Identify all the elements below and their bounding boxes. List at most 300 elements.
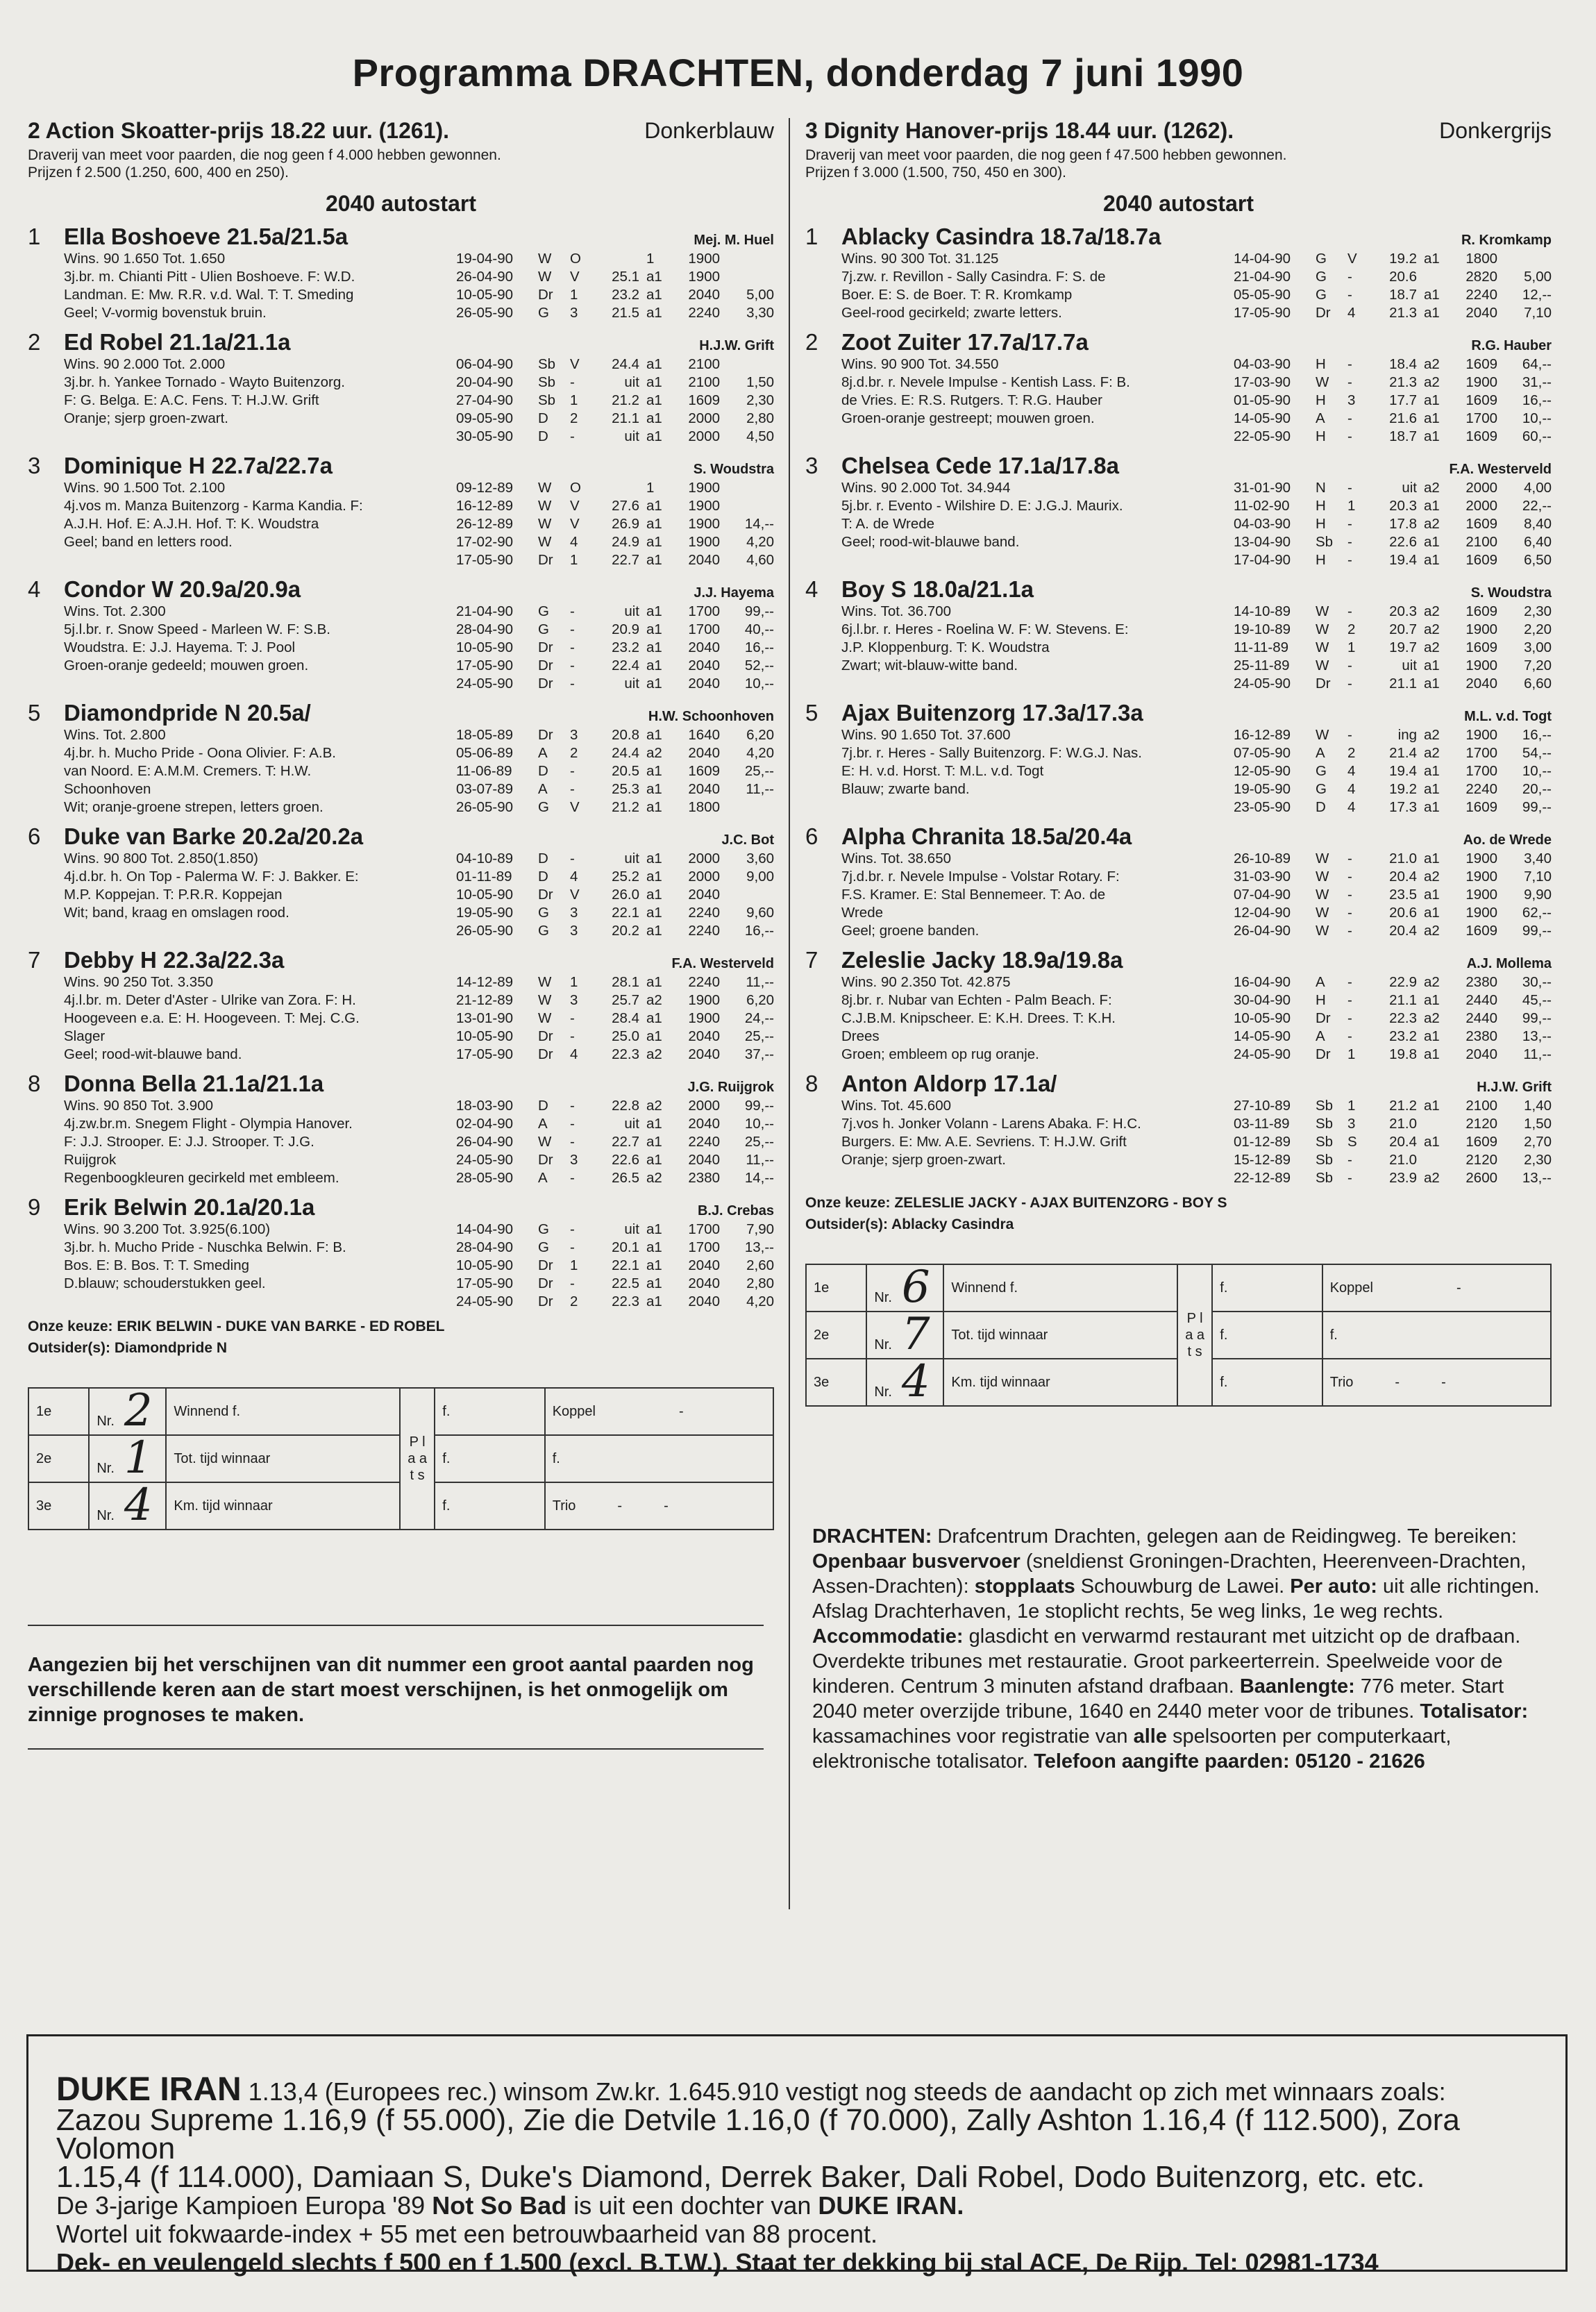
start-cell: 21.1 <box>1389 992 1417 1008</box>
horse-info-line: A.J.H. Hof. E: A.J.H. Hof. T: K. Woudstra <box>64 516 319 532</box>
start-cell: uit <box>624 428 639 444</box>
start-cell: 16-12-89 <box>1234 727 1291 743</box>
start-cell: - <box>1347 676 1352 692</box>
start-cell: 1900 <box>688 516 720 532</box>
start-cell: 1900 <box>1465 621 1497 637</box>
start-cell: 99,-- <box>1522 1010 1552 1026</box>
start-cell: - <box>1347 923 1352 939</box>
info-text: Schouwburg de Lawei. <box>1075 1575 1291 1598</box>
start-row <box>456 1010 774 1028</box>
start-cell: - <box>570 1134 575 1150</box>
start-cell: 26-04-90 <box>456 1134 514 1150</box>
start-cell: Dr <box>538 727 553 743</box>
start-row <box>456 268 774 286</box>
start-cell: 28-04-90 <box>456 1239 514 1255</box>
handwritten-number: 4 <box>124 1480 153 1531</box>
start-cell: 10-05-90 <box>1234 1010 1291 1026</box>
horse-info <box>805 479 1234 569</box>
advertisement-box <box>26 2034 1568 2277</box>
start-cell: 1 <box>1347 1098 1356 1114</box>
horse-details <box>805 726 1552 816</box>
start-cell: 4 <box>570 534 578 550</box>
start-row <box>1234 1133 1552 1151</box>
start-cell: 26-05-90 <box>456 305 514 321</box>
start-row <box>1234 1028 1552 1046</box>
horse-name: Ablacky Casindra 18.7a/18.7a <box>841 224 1161 249</box>
start-cell: uit <box>624 676 639 692</box>
start-cell: 22.4 <box>612 657 639 673</box>
horse-info <box>28 973 456 1064</box>
start-row <box>456 392 774 410</box>
start-row <box>1234 1046 1552 1064</box>
start-row <box>1234 657 1552 675</box>
start-type: 2040 autostart <box>326 191 476 216</box>
start-cell: V <box>570 799 580 815</box>
horse-info-line: Wins. Tot. 36.700 <box>841 603 952 619</box>
start-cell: 07-05-90 <box>1234 745 1291 761</box>
start-cell: a2 <box>1424 727 1440 743</box>
start-cell: 19.8 <box>1389 1046 1417 1062</box>
driver-name: A.J. Mollema <box>1466 956 1552 971</box>
horse-name: Diamondpride N 20.5a/ <box>64 700 311 726</box>
dash: - <box>1441 1374 1446 1390</box>
start-cell: 10,-- <box>744 1116 774 1132</box>
horse-info <box>28 603 456 693</box>
start-cell: a2 <box>1424 603 1440 619</box>
start-cell: 1900 <box>1465 887 1497 903</box>
start-cell: 9,60 <box>746 905 774 921</box>
race-title: 3 Dignity Hanover-prijs 18.44 uur. (1262). <box>805 118 1234 143</box>
horse-info-line: 8j.d.br. r. Nevele Impulse - Kentish Lass. F: B. <box>841 374 1130 390</box>
start-cell: 2440 <box>1465 992 1497 1008</box>
start-cell: W <box>1316 923 1329 939</box>
start-cell: 2000 <box>688 410 720 426</box>
start-cell: a1 <box>1424 392 1440 408</box>
start-cell: 20-04-90 <box>456 374 514 390</box>
start-cell: 2000 <box>688 869 720 885</box>
start-cell: 2040 <box>688 1028 720 1044</box>
info-text: glasdicht en verwarmd restaurant met uitzicht op de drafbaan. Overdekte tribunes met restauratie. Groot parkeerterrein. Speelweide voor de kinderen. Centrum 3 minuten afstand drafbaan. <box>812 1625 1521 1698</box>
start-cell: 10-05-90 <box>456 639 514 655</box>
horse-details <box>805 479 1552 569</box>
start-row <box>1234 250 1552 268</box>
start-row <box>456 497 774 515</box>
start-cell: 1 <box>646 251 655 267</box>
start-cell: a2 <box>646 992 662 1008</box>
start-cell: 26-10-89 <box>1234 851 1291 866</box>
horse-info-line: Drees <box>841 1028 880 1044</box>
start-cell: 16,-- <box>1522 727 1552 743</box>
start-row <box>456 991 774 1010</box>
start-cell: 2240 <box>688 305 720 321</box>
start-cell: 10-05-90 <box>456 1257 514 1273</box>
start-cell <box>720 479 774 497</box>
driver-name: F.A. Westerveld <box>1449 462 1552 477</box>
horse-details <box>805 973 1552 1064</box>
start-cell: - <box>1347 869 1352 885</box>
start-cell: 24.4 <box>612 745 639 761</box>
horse-info-line: D.blauw; schouderstukken geel. <box>64 1275 266 1291</box>
start-cell: a1 <box>646 905 662 921</box>
recent-starts <box>456 1097 774 1187</box>
start-cell: a2 <box>1424 974 1440 990</box>
start-cell: 99,-- <box>1522 799 1552 815</box>
start-cell: D <box>538 763 548 779</box>
horse-name: Erik Belwin 20.1a/20.1a <box>64 1194 315 1220</box>
start-cell: 1900 <box>688 534 720 550</box>
start-cell: 30-05-90 <box>456 428 514 444</box>
start-cell: 4 <box>1347 305 1356 321</box>
start-cell: 7,20 <box>1524 657 1552 673</box>
start-cell: a1 <box>1424 410 1440 426</box>
start-cell: 22.6 <box>1389 534 1417 550</box>
start-cell: 07-04-90 <box>1234 887 1291 903</box>
start-cell: Dr <box>538 657 553 673</box>
horse-header <box>28 576 774 603</box>
horse-header <box>805 224 1552 250</box>
start-cell: 18.7 <box>1389 428 1417 444</box>
nr-cell <box>89 1482 166 1530</box>
horse-info-line: 5j.br. r. Evento - Wilshire D. E: J.G.J. Maurix. <box>841 498 1123 514</box>
start-cell: - <box>570 1028 575 1044</box>
start-cell: 17-05-90 <box>456 1046 514 1062</box>
start-row <box>1234 533 1552 551</box>
start-cell: a1 <box>646 657 662 673</box>
start-cell: 24-05-90 <box>1234 1046 1291 1062</box>
start-cell: 2,30 <box>746 392 774 408</box>
start-cell: 1609 <box>1465 516 1497 532</box>
start-cell: a2 <box>1424 745 1440 761</box>
start-cell: 16-04-90 <box>1234 974 1291 990</box>
nr-label: Nr. <box>96 1414 115 1429</box>
horse-info-line: Zwart; wit-blauw-witte band. <box>841 657 1018 673</box>
start-cell: 28.4 <box>612 1010 639 1026</box>
nr-label: Nr. <box>874 1290 892 1305</box>
recent-starts <box>1234 355 1552 446</box>
start-cell: 2 <box>1347 745 1356 761</box>
horse-info <box>805 973 1234 1064</box>
start-row <box>1234 1151 1552 1169</box>
start-cell: 19-05-90 <box>1234 781 1291 797</box>
start-row <box>456 479 774 497</box>
start-cell: 21.3 <box>1389 305 1417 321</box>
start-cell: G <box>538 1221 549 1237</box>
start-cell: 20.3 <box>1389 603 1417 619</box>
race-title: 2 Action Skoatter-prijs 18.22 uur. (1261). <box>28 118 450 143</box>
start-cell: 03-11-89 <box>1234 1116 1290 1132</box>
start-cell: 14-05-90 <box>1234 410 1291 426</box>
start-cell: 14-04-90 <box>1234 251 1291 267</box>
start-cell: 22.8 <box>612 1098 639 1114</box>
start-cell: 1,40 <box>1524 1098 1552 1114</box>
start-cell: 1700 <box>1465 410 1497 426</box>
horse-info <box>805 1097 1234 1187</box>
plaats-label: P l a a t s <box>1177 1264 1212 1406</box>
start-cell <box>591 250 646 268</box>
driver-name: H.J.W. Grift <box>699 338 774 353</box>
start-row <box>1234 1010 1552 1028</box>
start-cell: 14,-- <box>744 516 774 532</box>
start-row <box>456 286 774 304</box>
horse-info-line: 7j.br. r. Heres - Sally Buitenzorg. F: W.G.J. Nas. <box>841 745 1142 761</box>
start-cell: a1 <box>646 781 662 797</box>
start-cell: 2040 <box>688 745 720 761</box>
start-cell: 3 <box>1347 392 1356 408</box>
start-cell: 1700 <box>688 1221 720 1237</box>
start-cell: 15-12-89 <box>1234 1152 1291 1168</box>
horse-entry <box>28 224 774 322</box>
start-cell: 04-10-89 <box>456 851 514 866</box>
start-cell: Dr <box>538 1293 553 1309</box>
start-cell: a1 <box>646 305 662 321</box>
start-cell: Dr <box>1316 305 1331 321</box>
start-row <box>456 1169 774 1187</box>
ad-line-4c: is uit een dochter van <box>566 2191 818 2220</box>
horse-number: 5 <box>28 700 41 726</box>
start-cell: 1609 <box>688 763 720 779</box>
horse-info-line: Wins. Tot. 38.650 <box>841 851 952 866</box>
horse-header <box>28 453 774 479</box>
start-cell: 20.6 <box>1389 905 1417 921</box>
start-row <box>1234 428 1552 446</box>
start-cell: 20.5 <box>612 763 639 779</box>
horse-info-line: Wit; oranje-groene strepen, letters groen. <box>64 799 324 815</box>
start-row <box>456 1257 774 1275</box>
info-label: Openbaar busvervoer <box>812 1550 1020 1573</box>
column-divider <box>789 118 790 1909</box>
result-label: Tot. tijd winnaar <box>943 1312 1177 1359</box>
start-cell: - <box>570 1239 575 1255</box>
horse-header <box>805 947 1552 973</box>
start-cell: - <box>1347 727 1352 743</box>
recent-starts <box>456 973 774 1064</box>
horse-number: 8 <box>805 1071 818 1096</box>
start-cell: 13,-- <box>1522 1170 1552 1186</box>
nr-label: Nr. <box>96 1508 115 1523</box>
start-row <box>456 1293 774 1311</box>
start-cell: uit <box>624 1221 639 1237</box>
horse-entry <box>805 823 1552 940</box>
dash: - <box>664 1498 669 1514</box>
start-cell: W <box>1316 374 1329 390</box>
horse-info <box>805 603 1234 693</box>
result-label: Km. tijd winnaar <box>166 1482 400 1530</box>
horse-info-line: de Vries. E: R.S. Rutgers. T: R.G. Hauber <box>841 392 1102 408</box>
race-3-column <box>805 118 1552 1407</box>
start-cell: 23.2 <box>612 639 639 655</box>
start-cell: Dr <box>538 1046 553 1062</box>
start-cell: 2100 <box>688 356 720 372</box>
start-row <box>456 886 774 904</box>
recent-starts <box>456 603 774 693</box>
start-cell: uit <box>624 851 639 866</box>
recent-starts <box>1234 250 1552 322</box>
koppel-trio-cell <box>1322 1312 1551 1359</box>
note-rule-top <box>28 1625 764 1626</box>
start-cell: 05-06-89 <box>456 745 514 761</box>
start-row <box>1234 904 1552 922</box>
start-cell: 6,60 <box>1524 676 1552 692</box>
ad-line-4d: DUKE IRAN. <box>818 2191 964 2220</box>
start-cell: 1700 <box>688 603 720 619</box>
start-cell: 1900 <box>1465 657 1497 673</box>
start-cell: 2100 <box>1465 534 1497 550</box>
start-row <box>456 410 774 428</box>
start-cell: H <box>1316 552 1326 568</box>
start-cell: H <box>1316 356 1326 372</box>
start-cell: 03-07-89 <box>456 781 514 797</box>
recent-starts <box>456 726 774 816</box>
horse-number: 4 <box>28 576 41 602</box>
start-cell: 24.9 <box>612 534 639 550</box>
start-cell: Sb <box>1316 1116 1334 1132</box>
start-cell: 22.5 <box>612 1275 639 1291</box>
start-cell: 20.1 <box>612 1239 639 1255</box>
race-header <box>28 118 774 144</box>
start-cell: 3 <box>570 923 578 939</box>
start-cell: 4,50 <box>746 428 774 444</box>
start-cell: Sb <box>1316 1152 1334 1168</box>
start-cell: W <box>538 480 552 496</box>
start-cell: 16,-- <box>744 923 774 939</box>
horse-number: 6 <box>805 823 818 849</box>
start-cell: W <box>538 974 552 990</box>
race-conditions: Draverij van meet voor paarden, die nog geen f 47.500 hebben gewonnen. <box>805 147 1287 163</box>
start-cell: Dr <box>538 887 553 903</box>
start-cell: a1 <box>646 1293 662 1309</box>
start-cell: 22.7 <box>612 552 639 568</box>
start-cell: - <box>1347 480 1352 496</box>
start-row <box>456 762 774 780</box>
recent-starts <box>456 850 774 940</box>
start-cell: a1 <box>646 974 662 990</box>
horse-header <box>805 576 1552 603</box>
start-cell: a2 <box>1424 621 1440 637</box>
start-cell: W <box>538 534 552 550</box>
info-text: kassamachines voor registratie van <box>812 1725 1134 1748</box>
note-rule-bottom <box>28 1748 764 1750</box>
horse-entry <box>28 576 774 693</box>
start-cell: 23.5 <box>1389 887 1417 903</box>
start-cell: uit <box>624 603 639 619</box>
horse-name: Ed Robel 21.1a/21.1a <box>64 329 291 355</box>
start-cell: 19-05-90 <box>456 905 514 921</box>
start-cell: - <box>1347 516 1352 532</box>
horse-header <box>805 823 1552 850</box>
start-cell: Dr <box>538 676 553 692</box>
start-cell: A <box>538 781 548 797</box>
start-cell: - <box>1347 269 1352 285</box>
horse-info-line: Oranje; sjerp groen-zwart. <box>841 1152 1006 1168</box>
start-cell: - <box>570 1221 575 1237</box>
horse-entry <box>805 947 1552 1064</box>
horse-entry <box>28 823 774 940</box>
start-cell: 26-05-90 <box>456 799 514 815</box>
start-cell: 11,-- <box>1523 1046 1552 1062</box>
start-cell: a1 <box>1424 251 1440 267</box>
horse-info-line: 6j.l.br. r. Heres - Roelina W. F: W. Stevens. E: <box>841 621 1129 637</box>
start-row <box>456 744 774 762</box>
horse-name: Condor W 20.9a/20.9a <box>64 576 301 602</box>
start-row <box>456 551 774 569</box>
start-cell: W <box>538 992 552 1008</box>
horse-info-line: F: G. Belga. E: A.C. Fens. T: H.J.W. Grift <box>64 392 319 408</box>
horse-entry <box>28 1071 774 1187</box>
start-cell: Sb <box>1316 534 1334 550</box>
recent-starts <box>456 355 774 446</box>
horse-name: Dominique H 22.7a/22.7a <box>64 453 333 478</box>
start-cell: a1 <box>1424 552 1440 568</box>
start-cell: H <box>1316 516 1326 532</box>
start-cell: A <box>538 1170 548 1186</box>
start-cell: Dr <box>538 552 553 568</box>
start-cell: 13-04-90 <box>1234 534 1291 550</box>
horse-info-line: Boer. E: S. de Boer. T: R. Kromkamp <box>841 287 1073 303</box>
start-cell: 22.6 <box>612 1152 639 1168</box>
horse-info-line: Wins. 90 800 Tot. 2.850(1.850) <box>64 851 258 866</box>
horse-details <box>28 850 774 940</box>
horse-number: 2 <box>28 329 41 355</box>
horse-info-line: Wins. 90 250 Tot. 3.350 <box>64 974 214 990</box>
start-cell <box>720 497 774 515</box>
start-cell: 21.0 <box>1389 1152 1417 1168</box>
start-cell: a1 <box>646 1257 662 1273</box>
horse-number: 5 <box>805 700 818 726</box>
horse-info-line: 4j.zw.br.m. Snegem Flight - Olympia Hanover. <box>64 1116 353 1132</box>
start-cell <box>591 479 646 497</box>
start-cell: 21.0 <box>1389 851 1417 866</box>
start-cell: - <box>570 657 575 673</box>
start-row <box>456 355 774 374</box>
horse-info-line: 7j.vos h. Jonker Volann - Larens Abaka. F: H.C. <box>841 1116 1141 1132</box>
start-cell: 25,-- <box>744 1134 774 1150</box>
horse-info-line: Wins. 90 2.000 Tot. 34.944 <box>841 480 1011 496</box>
start-cell: 2380 <box>1465 974 1497 990</box>
start-cell: 4 <box>1347 781 1356 797</box>
start-cell <box>1497 250 1552 268</box>
horse-details <box>805 603 1552 693</box>
nr-label: Nr. <box>874 1337 892 1352</box>
start-cell: 2,80 <box>746 1275 774 1291</box>
start-cell: a1 <box>1424 905 1440 921</box>
handwritten-number: 2 <box>124 1385 153 1436</box>
koppel-trio-cell <box>1322 1359 1551 1406</box>
start-cell: - <box>1347 657 1352 673</box>
horse-info-line: Wit; band, kraag en omslagen rood. <box>64 905 289 921</box>
start-cell: 21.4 <box>1389 745 1417 761</box>
outsiders: Outsider(s): Ablacky Casindra <box>805 1216 1014 1232</box>
start-cell: 23.2 <box>612 287 639 303</box>
position-cell: 2e <box>806 1312 866 1359</box>
start-cell: a2 <box>1424 480 1440 496</box>
handwritten-number: 6 <box>901 1262 930 1313</box>
horse-details <box>28 1221 774 1311</box>
start-cell: A <box>1316 974 1325 990</box>
start-row <box>456 1097 774 1115</box>
horse-info-line: Wins. 90 1.500 Tot. 2.100 <box>64 480 226 496</box>
horse-info-line: J.P. Kloppenburg. T: K. Woudstra <box>841 639 1050 655</box>
start-cell: 09-05-90 <box>456 410 514 426</box>
start-cell: 1609 <box>688 392 720 408</box>
start-cell: 18-05-89 <box>456 727 514 743</box>
nr-cell <box>866 1309 943 1360</box>
horse-details <box>805 355 1552 446</box>
horse-info <box>28 355 456 446</box>
info-text: uit alle richtingen. Afslag Drachterhaven, 1e stoplicht rechts, 5e weg links, 1e weg rechts. <box>812 1575 1540 1623</box>
recent-starts <box>456 1221 774 1311</box>
start-row <box>1234 850 1552 868</box>
start-cell: 99,-- <box>1522 923 1552 939</box>
